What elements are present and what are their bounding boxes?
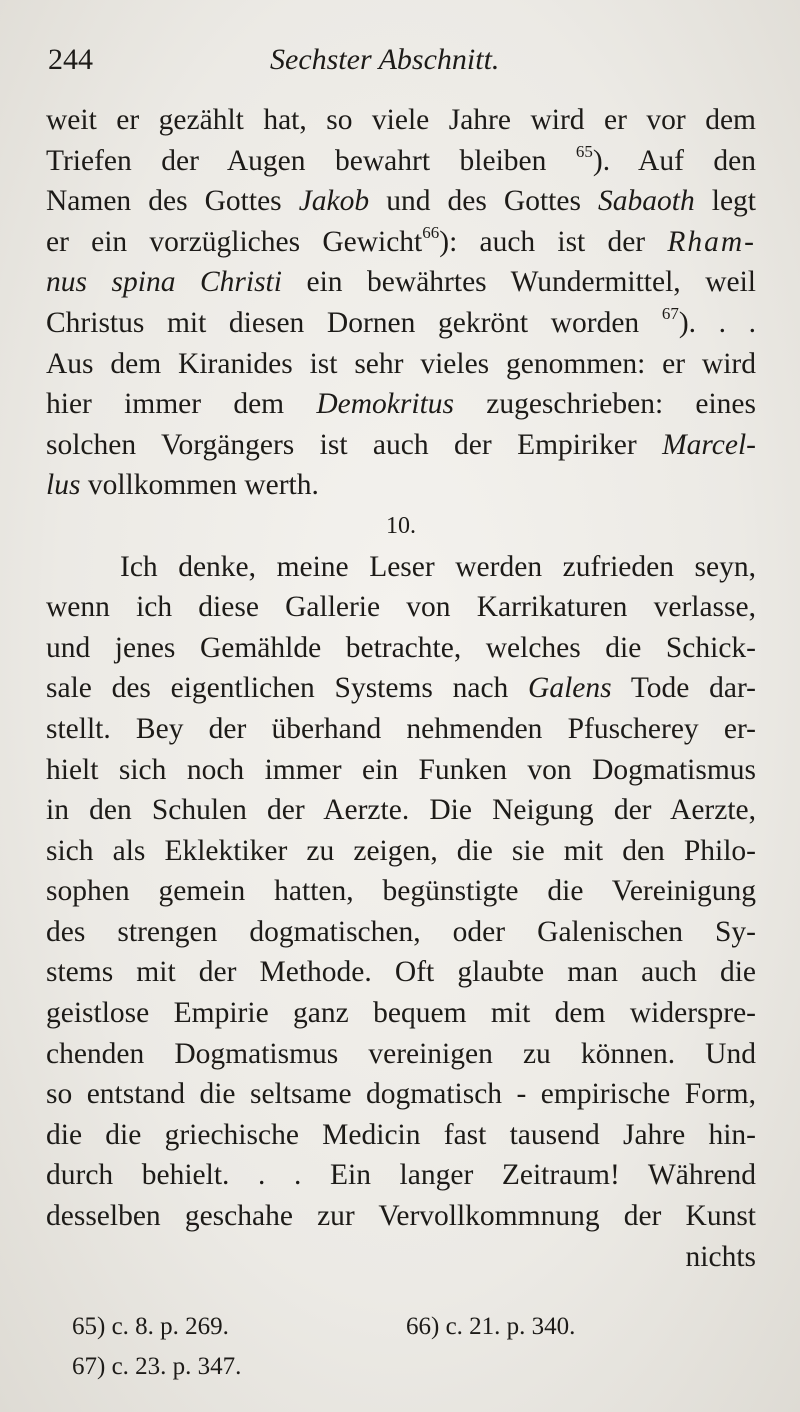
text-line: nus spina Christi ein bewährtes Wundermittel, weil: [46, 266, 756, 299]
text-line: stellt. Bey der überhand nehmenden Pfuscherey er-: [46, 712, 756, 745]
footnote-65: 65) c. 8. p. 269.: [72, 1313, 229, 1340]
text-line: desselben geschahe zur Vervollkommnung der Kunst: [46, 1200, 756, 1233]
text-line: Ich denke, meine Leser werden zufrieden seyn,: [120, 550, 756, 583]
text-line: lus vollkommen werth.: [46, 469, 319, 502]
text-line: Christus mit diesen Dornen gekrönt worden $^{67}$). . .: [46, 304, 756, 339]
text-line: sophen gemein hatten, begünstigte die Vereinigung: [46, 875, 756, 908]
footnote-ref: 65: [575, 141, 593, 161]
footnote-67: 67) c. 23. p. 347.: [72, 1353, 242, 1380]
text-line: und jenes Gemählde betrachte, welches die Schick-: [46, 631, 756, 664]
text-line: Namen des Gottes Jakob und des Gottes Sabaoth legt: [46, 185, 756, 218]
text-line: wenn ich diese Gallerie von Karrikaturen verlasse,: [46, 591, 756, 624]
text-line: so entstand die seltsame dogmatisch - empirische Form,: [46, 1078, 756, 1111]
text-line: stems mit der Methode. Oft glaubte man auch die: [46, 956, 756, 989]
running-title: Sechster Abschnitt.: [270, 43, 500, 76]
text-line: weit er gezählt hat, so viele Jahre wird er vor dem: [46, 104, 756, 136]
text-line: in den Schulen der Aerzte. Die Neigung der Aerzte,: [46, 794, 756, 827]
text-line: sale des eigentlichen Systems nach Galens Tode dar-: [46, 672, 757, 705]
text-line: geistlose Empirie ganz bequem mit dem widerspre-: [46, 997, 756, 1030]
text-line: durch behielt. . . Ein langer Zeitraum! Während: [46, 1159, 756, 1192]
text-line: hielt sich noch immer ein Funken von Dogmatismus: [46, 753, 756, 786]
footnote-66: 66) c. 21. p. 340.: [406, 1313, 576, 1340]
text-line: er ein vorzügliches Gewicht$^{66}$): auch ist der Rham-: [46, 222, 756, 258]
section-number: 10.: [386, 512, 416, 539]
page-header: [48, 40, 758, 88]
text-line: hier immer dem Demokritus zugeschrieben: eines: [46, 388, 756, 421]
text-line: des strengen dogmatischen, oder Galenischen Sy-: [46, 915, 756, 948]
text-line: solchen Vorgängers ist auch der Empiriker Marcel-: [46, 428, 756, 461]
text-line: die die griechische Medicin fast tausend Jahre hin-: [46, 1118, 756, 1151]
catchword: nichts: [685, 1240, 756, 1273]
footnote-ref: 67: [661, 304, 679, 324]
text-line: chenden Dogmatismus vereinigen zu können. Und: [46, 1037, 756, 1070]
footnotes: [72, 1306, 692, 1386]
main-text: [46, 100, 756, 1277]
text-line: sich als Eklektiker zu zeigen, die sie mit den Philo-: [46, 834, 756, 867]
text-line: Aus dem Kiranides ist sehr vieles genommen: er wird: [46, 347, 756, 380]
page-number: 244: [48, 43, 93, 76]
text-line: Triefen der Augen bewahrt bleiben $^{65}$). Auf den: [46, 141, 757, 177]
footnote-ref: 66: [422, 222, 440, 242]
